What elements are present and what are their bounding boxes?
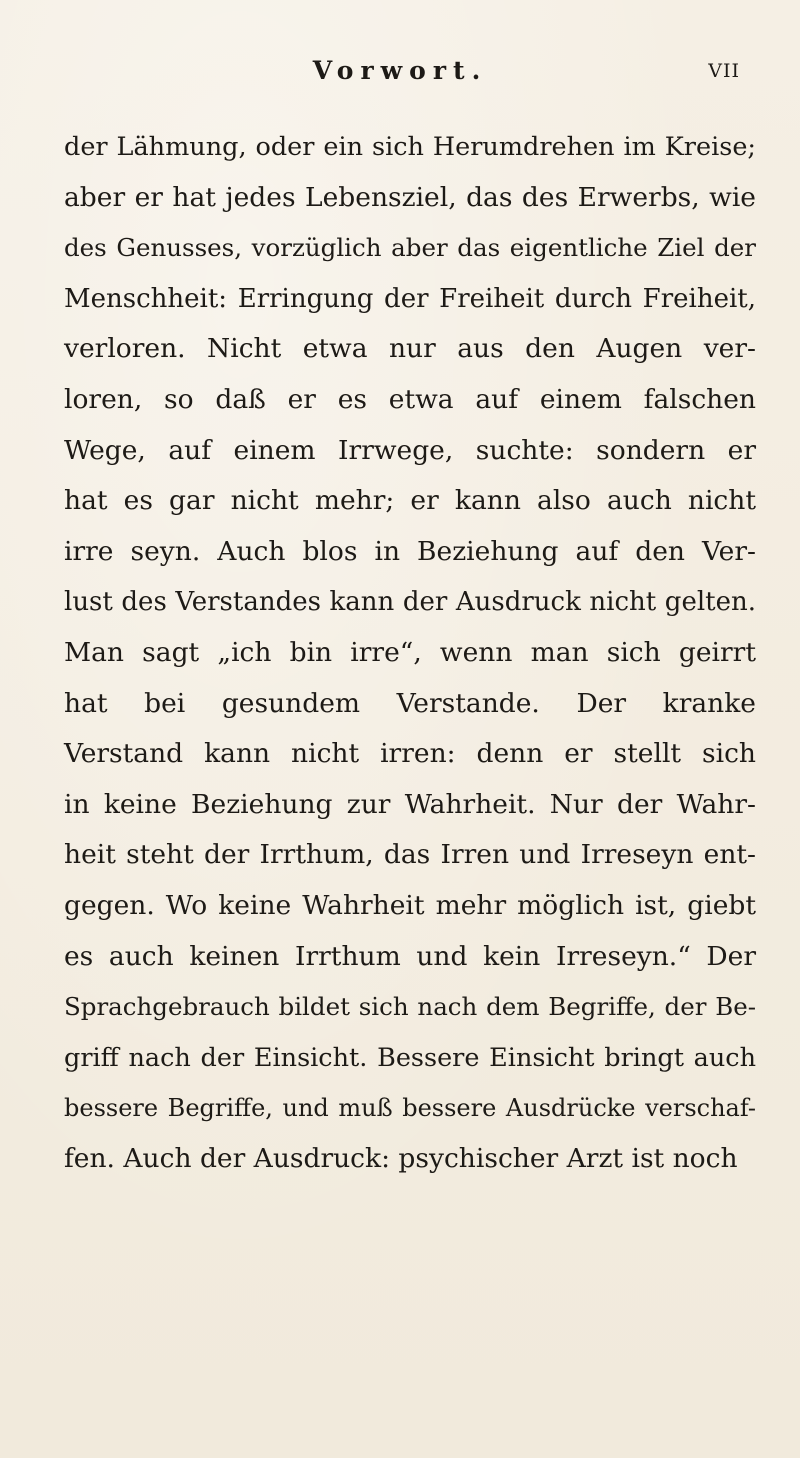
text-line: Menschheit: Erringung der Freiheit durch Freiheit, — [64, 283, 756, 314]
text-line: heit steht der Irrthum, das Irren und Irreseyn ent- — [64, 839, 756, 871]
text-line: griff nach der Einsicht. Bessere Einsicht bringt auch — [64, 1042, 756, 1073]
text-line: Man sagt „ich bin irre“, wenn man sich geirrt — [64, 636, 756, 668]
text-line: Wege, auf einem Irrwege, suchte: sondern er — [64, 434, 756, 466]
page-number: VII — [708, 60, 740, 82]
text-line: in keine Beziehung zur Wahrheit. Nur der Wahr- — [64, 788, 756, 820]
text-line: gegen. Wo keine Wahrheit mehr möglich ist, giebt — [64, 889, 756, 921]
body-text — [64, 122, 756, 1184]
text-line: lust des Verstandes kann der Ausdruck nicht gelten. — [64, 587, 756, 618]
text-line: hat bei gesundem Verstande. Der kranke — [64, 687, 756, 719]
text-line: Verstand kann nicht irren: denn er stellt sich — [64, 738, 756, 770]
page-header — [60, 56, 740, 96]
text-line: irre seyn. Auch blos in Beziehung auf den Ver- — [64, 535, 756, 567]
text-line: verloren. Nicht etwa nur aus den Augen ver- — [64, 333, 756, 365]
text-line: aber er hat jedes Lebensziel, das des Erwerbs, wie — [64, 181, 756, 213]
text-line: des Genusses, vorzüglich aber das eigentliche Ziel der — [64, 233, 756, 263]
text-line: loren, so daß er es etwa auf einem falschen — [64, 383, 756, 415]
text-line: der Lähmung, oder ein sich Herumdrehen im Kreise; — [64, 132, 756, 162]
running-title: Vorwort. — [312, 56, 488, 85]
text-line: es auch keinen Irrthum und kein Irreseyn.“ Der — [64, 940, 756, 972]
text-line: bessere Begriffe, und muß bessere Ausdrücke verschaf- — [64, 1094, 756, 1123]
text-line: Sprachgebrauch bildet sich nach dem Begriffe, der Be- — [64, 992, 756, 1022]
text-line: hat es gar nicht mehr; er kann also auch nicht — [64, 485, 756, 517]
text-line: fen. Auch der Ausdruck: psychischer Arzt ist noch — [64, 1142, 738, 1174]
